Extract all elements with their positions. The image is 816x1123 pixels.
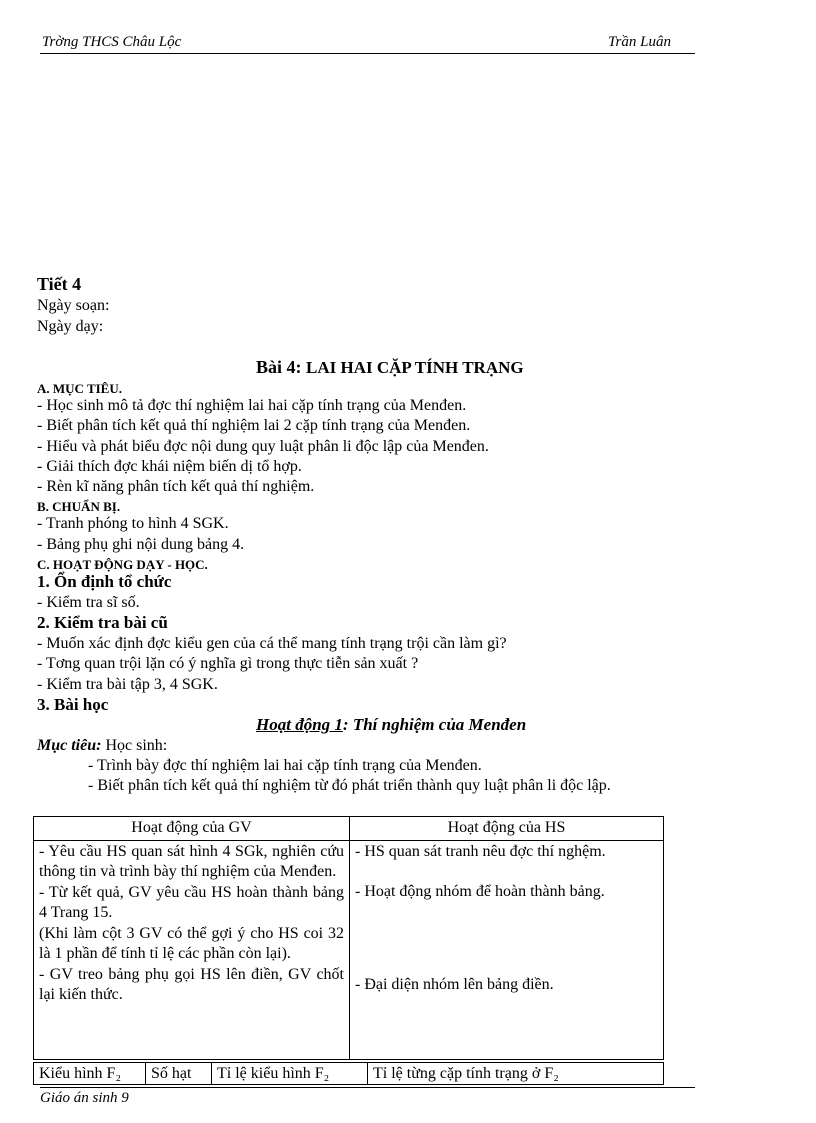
section-1-heading: 1. Ổn định tổ chức [37, 572, 172, 591]
gv-item: - GV treo bảng phụ gọi HS lên điền, GV chốt lại kiến thức. [39, 965, 344, 1003]
goal-text: Học sinh: [101, 737, 168, 754]
objective-item: - Biết phân tích kết quả thí nghiệm lai 2 cặp tính trạng của Menđen. [37, 417, 471, 434]
section-2-item: - Tơng quan trội lặn có ý nghĩa gì trong thực tiễn sản xuất ? [37, 655, 419, 672]
section-1-item: - Kiểm tra sĩ số. [37, 594, 140, 611]
lesson-title-prefix: Bài 4: [256, 357, 302, 377]
preparation-item: - Bảng phụ ghi nội dung bảng 4. [37, 536, 245, 553]
table-4-header-row [34, 1063, 664, 1085]
footer-rule [40, 1087, 695, 1088]
hs-cell [350, 840, 664, 1059]
goal-label: Mục tiêu: [37, 737, 102, 754]
activity1-goal-item: - Biết phân tích kết quả thí nghiệm từ đó phát triển thành quy luật phân li độc lập. [88, 777, 611, 794]
activity1-goal [37, 736, 167, 756]
preparation-heading: B. CHUẨN BỊ. [37, 499, 121, 514]
objective-item: - Học sinh mô tả đợc thí nghiệm lai hai cặp tính trạng của Menđen. [37, 397, 467, 414]
section-2-heading: 2. Kiểm tra bài cũ [37, 613, 168, 632]
lesson-title-text: LAI HAI CẶP TÍNH TRẠNG [306, 358, 524, 377]
objective-item: - Rèn kĩ năng phân tích kết quả thí nghiệm. [37, 478, 315, 495]
activity1-subtitle: : Thí nghiệm của Menđen [342, 715, 527, 734]
gv-item: (Khi làm cột 3 GV có thể gợi ý cho HS coi 32 là 1 phần để tính tỉ lệ các phần còn lại). [39, 924, 344, 962]
section-2-item: - Muốn xác định đợc kiểu gen của cá thể mang tính trạng trội cần làm gì? [37, 635, 507, 652]
preparation-item: - Tranh phóng to hình 4 SGK. [37, 515, 229, 532]
table-header-row [34, 817, 664, 841]
table-4-header: Kiểu hình F₂ [34, 1063, 146, 1085]
col-gv-header: Hoạt động của GV [34, 817, 350, 841]
header-author: Trần Luân [608, 34, 671, 50]
lesson-period: Tiết 4 [37, 274, 82, 294]
section-3-heading: 3. Bài học [37, 695, 109, 714]
date-taught: Ngày dạy: [37, 318, 104, 335]
activity-table [33, 816, 664, 1060]
footer-text: Giáo án sinh 9 [40, 1090, 129, 1106]
header-school: Trờng THCS Châu Lộc [42, 34, 182, 50]
activities-heading: C. HOẠT ĐỘNG DẠY - HỌC. [37, 557, 208, 572]
lesson-title [256, 357, 524, 378]
gv-item: - Từ kết quả, GV yêu cầu HS hoàn thành bảng 4 Trang 15. [39, 883, 344, 921]
section-2-item: - Kiểm tra bài tập 3, 4 SGK. [37, 676, 218, 693]
hs-item: - Hoạt động nhóm để hoàn thành bảng. [355, 883, 605, 900]
table-4-header: Tỉ lệ từng cặp tính trạng ở F₂ [368, 1063, 664, 1085]
objective-item: - Hiểu và phát biểu đợc nội dung quy luật phân li độc lập của Menđen. [37, 438, 489, 455]
table-4-header: Số hạt [146, 1063, 212, 1085]
header-rule [40, 53, 695, 54]
table-4 [33, 1062, 664, 1085]
activity1-goal-item: - Trình bày đợc thí nghiệm lai hai cặp tính trạng của Menđen. [88, 757, 482, 774]
gv-item: - Yêu cầu HS quan sát hình 4 SGk, nghiên cứu thông tin và trình bày thí nghiệm của Menđen. [39, 842, 344, 880]
hs-item: - Đại diện nhóm lên bảng điền. [355, 975, 554, 993]
activity1-title [256, 715, 526, 735]
activity1-title-main: Hoạt động 1 [256, 715, 343, 734]
date-prepared: Ngày soạn: [37, 297, 110, 314]
table-4-header: Tỉ lệ kiểu hình F₂ [212, 1063, 368, 1085]
hs-item: - HS quan sát tranh nêu đợc thí nghệm. [355, 842, 606, 860]
gv-cell [34, 840, 350, 1059]
table-row [34, 840, 664, 1059]
objectives-heading: A. MỤC TIÊU. [37, 381, 122, 396]
objective-item: - Giải thích đợc khái niệm biến dị tổ hợp. [37, 458, 302, 475]
col-hs-header: Hoạt động của HS [350, 817, 664, 841]
